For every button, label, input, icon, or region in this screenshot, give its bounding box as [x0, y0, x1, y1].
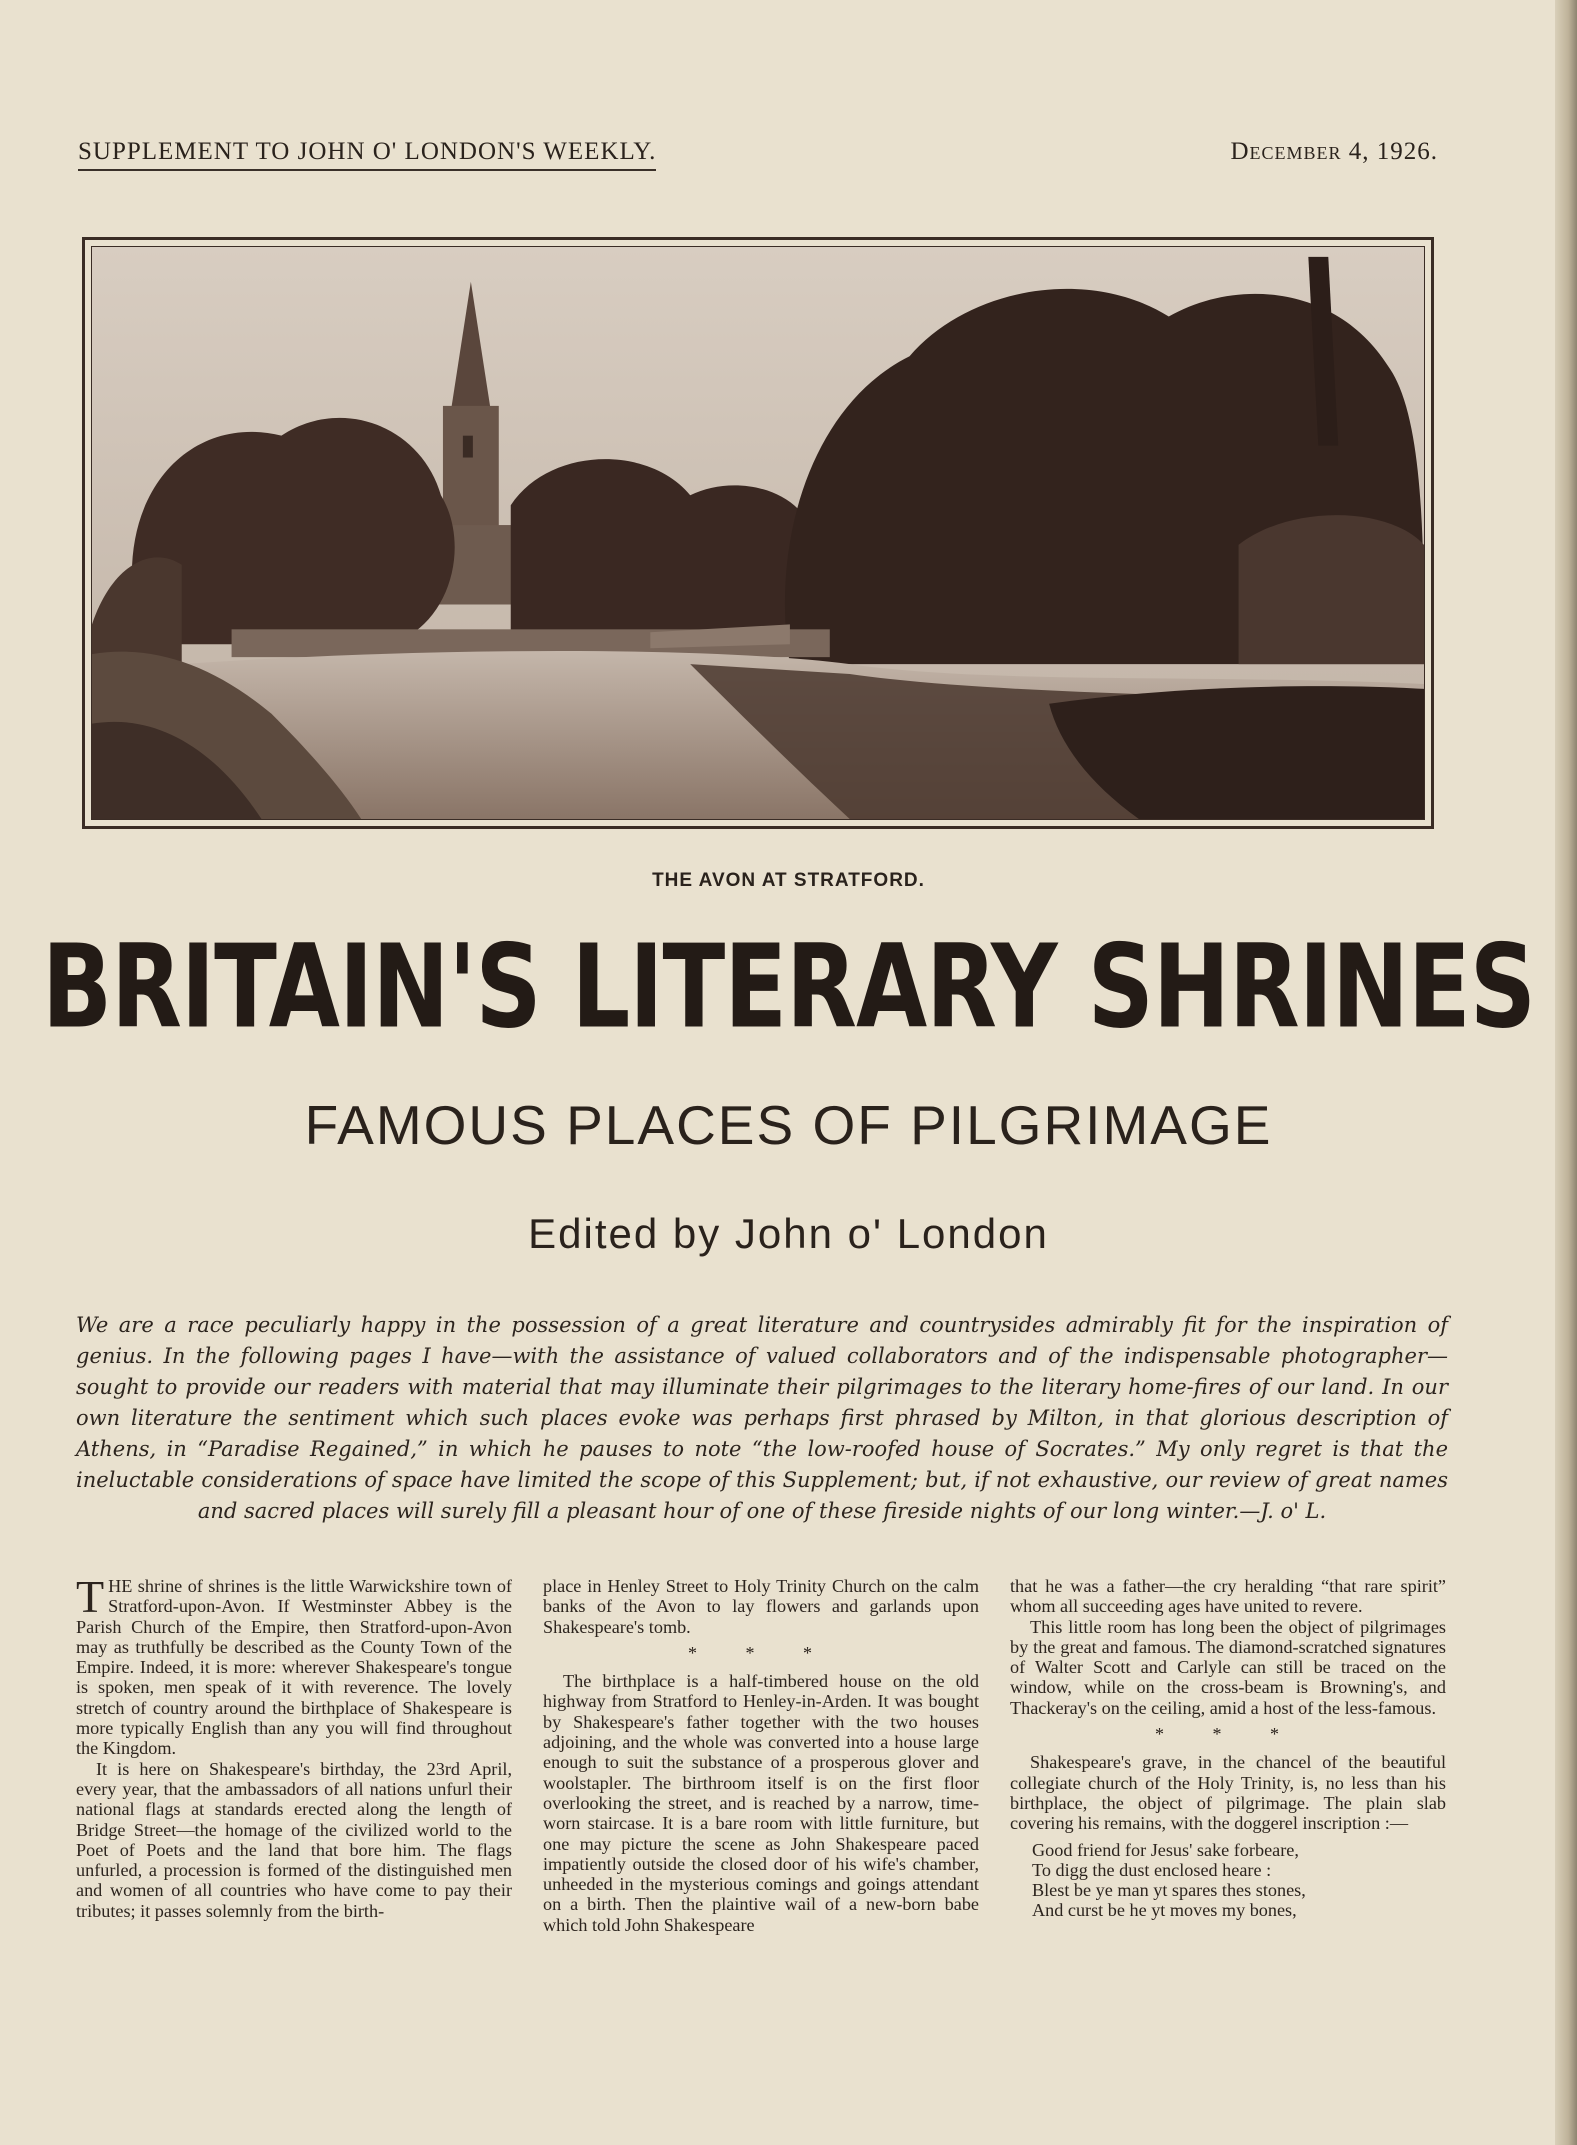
editor-credit: Edited by John o' London [528, 1210, 1049, 1257]
verse-line: Good friend for Jesus' sake forbeare, [1032, 1839, 1299, 1860]
page-title: BRITAIN'S LITERARY SHRINES [41, 920, 1536, 1054]
verse-line: To digg the dust enclosed heare : [1032, 1859, 1272, 1880]
column-3-paragraph-1: that he was a father—the cry heralding “that rare spirit” whom all succeeding ages have united to revere. [1010, 1576, 1446, 1617]
section-break-stars: * * * [1155, 1724, 1301, 1745]
photo-caption: THE AVON AT STRATFORD. [652, 870, 925, 891]
column-3-paragraph-3: Shakespeare's grave, in the chancel of the beautiful collegiate church of the Holy Trinity, is, no less than his birthplace, the object of pilgrimage. The plain slab covering his remains, with the doggerel inscription :— [1010, 1752, 1446, 1834]
page-edge [1555, 0, 1577, 2145]
avon-landscape-illustration [92, 247, 1424, 819]
column-3 [1010, 1576, 1446, 2016]
verse-line: And curst be he yt moves my bones, [1032, 1900, 1297, 1921]
header-publication: SUPPLEMENT TO JOHN O' LONDON'S WEEKLY. [78, 138, 656, 171]
column-3-paragraph-2: This little room has long been the object of pilgrimages by the great and famous. The diamond-scratched signatures of Walter Scott and Carlyle can still be traced on the window, while on the cross-beam is Browning's, and Thackeray's on the ceiling, amid a host of the less-famous. [1010, 1616, 1446, 1718]
section-break-stars: * * * [688, 1642, 834, 1663]
intro-paragraph: We are a race peculiarly happy in the possession of a great literature and countrysides admirably fit for the inspiration of genius. In the following pages I have—with the assistance of valued collaborators and of the indispensable photographer—sought to provide our readers with material that may illuminate their pilgrimages to the literary home-fires of our land. In our own literature the sentiment which such places evoke was perhaps first phrased by Milton, in that glorious description of Athens, in “Paradise Regained,” in which he pauses to note “the low-roofed house of Socrates.” My only regret is that the ineluctable considerations of space have limited the scope of this Supplement; but, if not exhaustive, our review of great names and sacred places will surely fill a pleasant hour of one of these fireside nights of our long winter.—J. o' L. [76, 1313, 1448, 1523]
drop-cap: T [76, 1571, 105, 1622]
header-date: December 4, 1926. [1230, 138, 1438, 165]
column-1-paragraph-1-text: HE shrine of shrines is the little Warwickshire town of Stratford-upon-Avon. If Westminster Abbey is the Parish Church of the Empire, then Stratford-upon-Avon may as truthfully be described as the County Town of the Empire. Indeed, it is more: wherever Shakespeare's tongue is spoken, men speak of it with reverence. The lovely stretch of country around the birthplace of Shakespeare is more typically English than any you will find throughout the Kingdom. [76, 1576, 512, 1759]
article-columns [76, 1571, 1446, 2016]
page-subtitle: FAMOUS PLACES OF PILGRIMAGE [304, 1094, 1273, 1156]
verse-line: Blest be ye man yt spares thes stones, [1032, 1880, 1306, 1901]
epitaph-verse [1032, 1840, 1446, 1921]
column-1-paragraph-2: It is here on Shakespeare's birthday, the 23rd April, every year, that the ambassadors of all nations unfurl their national flags at standards erected along the length of Bridge Street—the homage of the civilized world to the Poet of Poets and the land that bore him. The flags unfurled, a procession is formed of the distinguished men and women of all countries who have come to pay their tributes; it passes solemnly from the birth- [76, 1758, 512, 1921]
avon-photograph [91, 246, 1425, 820]
column-2-paragraph-1: place in Henley Street to Holy Trinity Church on the calm banks of the Avon to lay flowers and garlands upon Shakespeare's tomb. [543, 1576, 979, 1637]
column-2-paragraph-2: The birthplace is a half-timbered house on the old highway from Stratford to Henley-in-Arden. It was bought by Shakespeare's father together with the two houses adjoining, and the whole was converted into a house large enough to suit the substance of a prosperous glover and woolstapler. The birthroom itself is on the first floor overlooking the street, and is reached by a narrow, time-worn staircase. It is a bare room with little furniture, but one may picture the scene as John Shakespeare paced impatiently outside the closed door of his wife's chamber, unheeded in the mysterious comings and goings attendant on a birth. Then the plaintive wail of a new-born babe which told John Shakespeare [543, 1671, 979, 1935]
photo-frame [82, 237, 1434, 829]
column-1-paragraph-1 [76, 1571, 512, 1759]
column-2 [543, 1576, 979, 2016]
running-header [78, 138, 1438, 178]
column-1 [76, 1571, 512, 2016]
